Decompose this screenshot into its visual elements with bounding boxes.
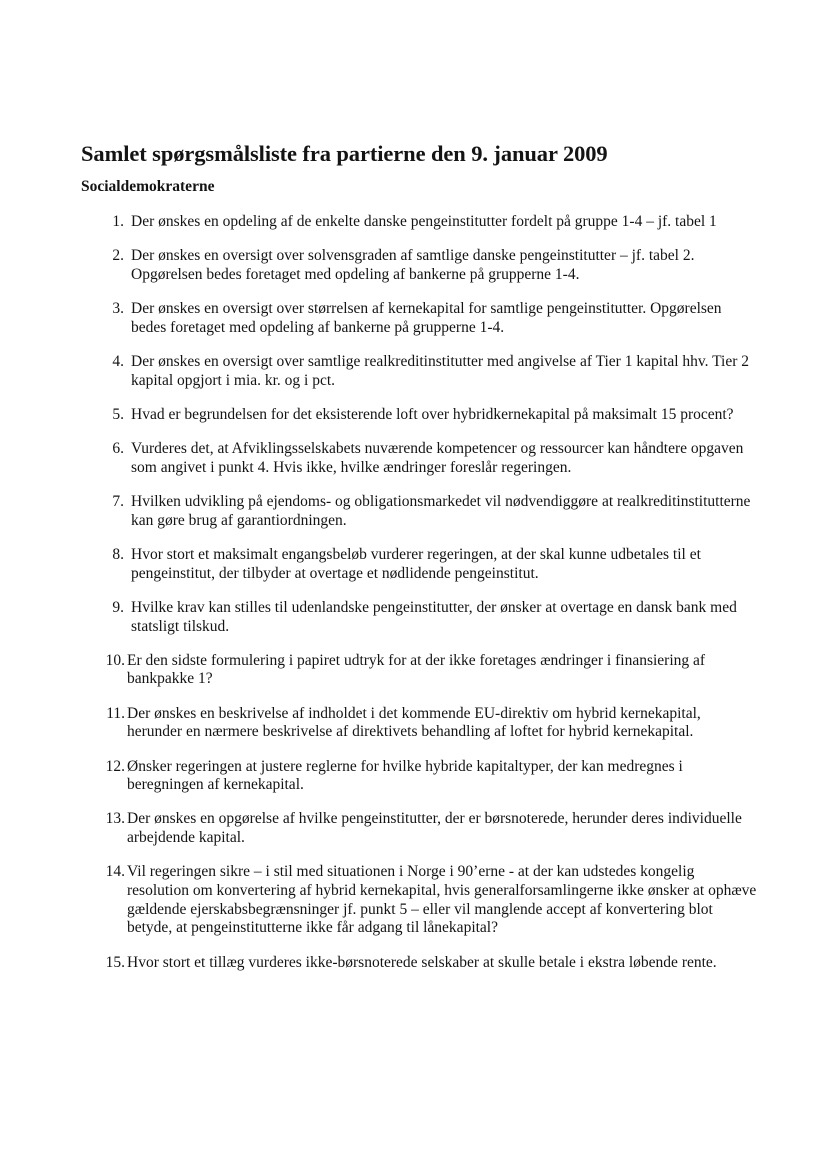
question-text: Vil regeringen sikre – i stil med situationen i Norge i 90’erne - at der kan udstedes kongelig resolution om konvertering af hybrid kernekapital, hvis generalforsamlingerne ikke ønsker at ophæve gældende ejerskabsbegrænsninger jf. punkt 5 – eller vil manglende accept af konvertering blot betyde, at pengeinstitutterne ikke får adgang til lånekapital? xyxy=(127,863,757,937)
question-number: 12. xyxy=(105,757,125,775)
question-number: 15. xyxy=(105,953,125,971)
question-number: 13. xyxy=(105,810,125,828)
question-number: 4. xyxy=(112,353,124,371)
question-item xyxy=(0,758,826,795)
question-number: 7. xyxy=(112,493,124,511)
question-item xyxy=(0,353,826,390)
question-number: 14. xyxy=(105,863,125,881)
question-item xyxy=(0,546,826,583)
question-text: Er den sidste formulering i papiret udtryk for at der ikke foretages ændringer i finansiering af bankpakke 1? xyxy=(127,651,706,688)
question-text: Vurderes det, at Afviklingsselskabets nuværende kompetencer og ressourcer kan håndtere opgaven som angivet i punkt 4. Hvis ikke, hvilke ændringer foreslår regeringen. xyxy=(131,440,744,476)
question-text: Ønsker regeringen at justere reglerne for hvilke hybride kapitaltyper, der kan medregnes i beregningen af kernekapital. xyxy=(127,757,683,794)
question-text: Der ønskes en oversigt over størrelsen af kernekapital for samtlige pengeinstitutter. Opgørelsen bedes foretaget med opdeling af bankerne på grupperne 1-4. xyxy=(131,300,722,336)
question-list xyxy=(0,213,826,988)
question-item xyxy=(0,213,826,232)
question-item xyxy=(0,705,826,742)
question-number: 1. xyxy=(112,213,124,230)
question-number: 11. xyxy=(106,704,125,722)
question-number: 6. xyxy=(112,440,124,458)
question-text: Hvad er begrundelsen for det eksisterende loft over hybridkernekapital på maksimalt 15 procent? xyxy=(131,405,734,423)
question-text: Hvilke krav kan stilles til udenlandske pengeinstitutter, der ønsker at overtage en dansk bank med statsligt tilskud. xyxy=(131,598,737,635)
question-item xyxy=(0,954,826,973)
question-item xyxy=(0,440,826,477)
question-number: 5. xyxy=(112,405,124,423)
question-item xyxy=(0,652,826,689)
question-item xyxy=(0,247,826,284)
question-item xyxy=(0,810,826,847)
question-text: Der ønskes en beskrivelse af indholdet i det kommende EU-direktiv om hybrid kernekapital, herunder en nærmere beskrivelse af direktivets behandling af loftet for hybrid kernekapital. xyxy=(127,704,701,741)
question-number: 9. xyxy=(112,598,124,616)
question-number: 10. xyxy=(105,651,125,669)
document-title: Samlet spørgsmålsliste fra partierne den 9. januar 2009 xyxy=(81,141,608,166)
question-text: Hvilken udvikling på ejendoms- og obligationsmarkedet vil nødvendiggøre at realkreditinstitutterne kan gøre brug af garantiordningen. xyxy=(131,493,751,529)
question-item xyxy=(0,406,826,425)
question-item xyxy=(0,863,826,938)
question-text: Der ønskes en opdeling af de enkelte danske pengeinstitutter fordelt på gruppe 1-4 – jf. tabel 1 xyxy=(131,213,717,230)
party-heading: Socialdemokraterne xyxy=(81,178,215,195)
question-text: Der ønskes en opgørelse af hvilke pengeinstitutter, der er børsnoterede, herunder deres individuelle arbejdende kapital. xyxy=(127,810,742,847)
question-item xyxy=(0,493,826,530)
question-text: Der ønskes en oversigt over solvensgraden af samtlige danske pengeinstitutter – jf. tabel 2. Opgørelsen bedes foretaget med opdeling af bankerne på grupperne 1-4. xyxy=(131,247,695,283)
question-item xyxy=(0,300,826,337)
question-item xyxy=(0,599,826,636)
question-number: 3. xyxy=(112,300,124,318)
question-text: Hvor stort et tillæg vurderes ikke-børsnoterede selskaber at skulle betale i ekstra løbende rente. xyxy=(127,953,717,971)
question-number: 8. xyxy=(112,545,124,563)
question-text: Der ønskes en oversigt over samtlige realkreditinstitutter med angivelse af Tier 1 kapital hhv. Tier 2 kapital opgjort i mia. kr. og i pct. xyxy=(131,353,750,389)
question-text: Hvor stort et maksimalt engangsbeløb vurderer regeringen, at der skal kunne udbetales til et pengeinstitut, der tilbyder at overtage et nødlidende pengeinstitut. xyxy=(131,545,701,582)
question-number: 2. xyxy=(112,247,124,265)
